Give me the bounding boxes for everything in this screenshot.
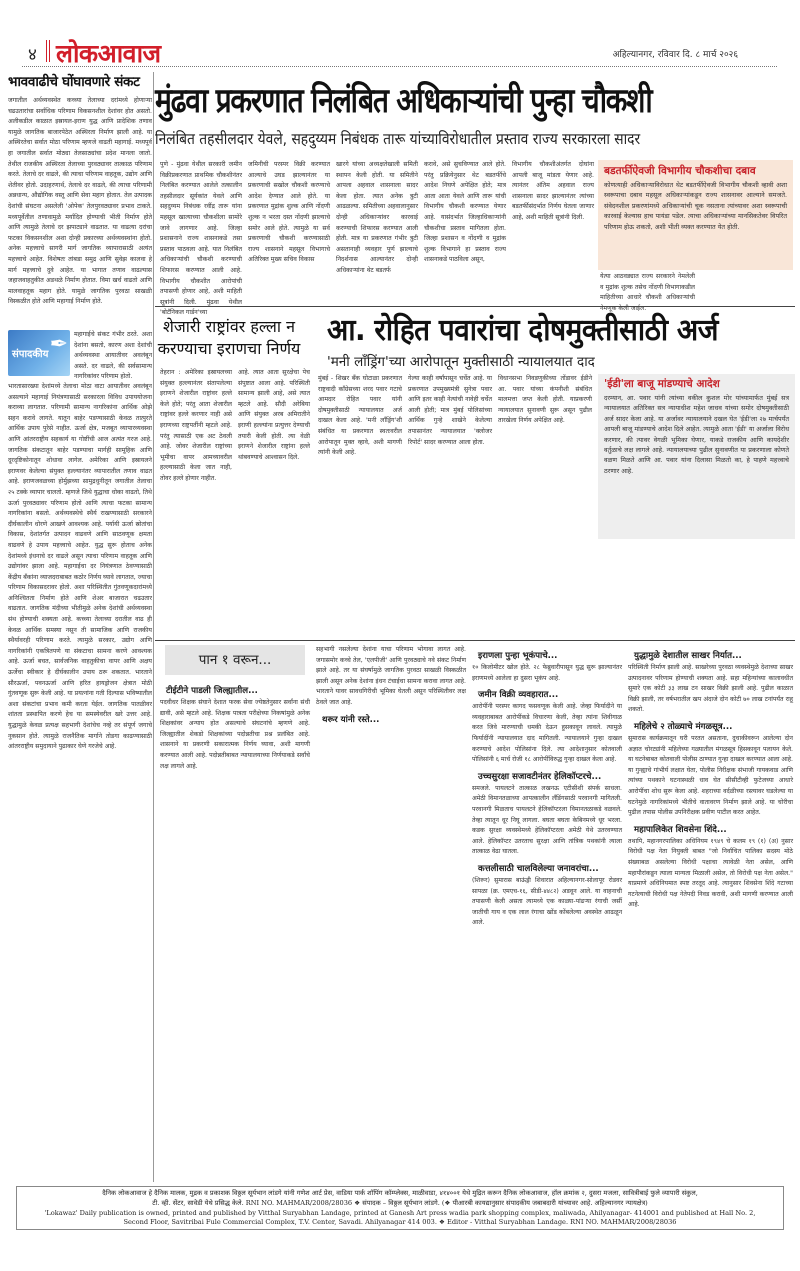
lead-column-1: पुणे - मुंढवा येथील सरकारी जमीन विक्रीप्रकरणात प्राथमिक चौकशीनंतर निलंबित करण्यात आलेले तत्कालीन तहसीलदार सूर्यकांत येवले आणि सहदुय्यम निबंधक रवींद्र तारू यांना महसूल खात्याच्या चौकशीला सामोरे जावे लागणार आहे. जिल्हा प्रशासनाने राज्य शासनाकडे तसा प्रस्ताव पाठवला आहे. यात निलंबित अधिकाऱ्यांची चौकशी करण्याची शिफारस करण्यात आली आहे. विभागीय चौकशीत आरोपांची तपासणी होणार आहे, अशी माहिती सूत्रांनी दिली. मुंढवा येथील 'बोटॅनिकल गार्डन'च्या [160,161,242,317]
iran-column-1: तेहरान : अमेरिका इस्रायलच्या संयुक्त हल्ल्यानंतर संतापलेल्या इराणने शेजारील राष्ट्रांवर हल्ले केले होते; परंतु आता शेजारील राष्ट्रांवर हल्ले करणार नाही असे इराणच्या राष्ट्रपतींनी म्हटले आहे. परंतु त्यासाठी एक अट ठेवली आहे. जोवर शेजारील राष्ट्रांच्या भूमीचा वापर आमच्यावरील हल्ल्यासाठी केला जात नाही, तोवर हल्ले होणार नाहीत. [160,369,232,482]
story-title: इराणला पुन्हा भूकंपाचे... [478,651,558,661]
lead-column-4: करावे, असे सुचविण्यात आले होते. परंतु प्रक्रियेनुसार थेट बडतर्फीचे आदेश निघणे अपेक्षित होते; मात्र आता आता येवले आणि तारू यांची विभागीय चौकशी करण्यात येणार आहे. यासंदर्भात जिल्हाधिकाऱ्यांनी चौकशीचा प्रस्ताव मागितला होता. जिल्हा प्रशासन व नोंदणी व मुद्रांक शुल्क विभागाने हा प्रस्ताव राज्य शासनाकडे पाठविला असून, [424,161,506,264]
lead-column-6: येत्या आठवड्यात राज्य सरकारने नेमलेली व मुद्रांक शुल्क तसेच नोंदणी विभागाकडील माहितीच्या आधारे चौकशी अधिकाऱ्यांची नेमणूक केली जाईल. [600,273,695,312]
brand-logo: लोकआवाज [56,39,161,68]
editorial-body: जगातील अर्थव्यवस्थेत कच्च्या तेलाच्या दरांमध्ये होणाऱ्या चढउतारांचा सर्वाधिक परिणाम विकसनशील देशांवर होत असतो. अलीकडील काळात इस्रायल-इराण युद्ध आणि प्रादेशिक तणाव यामुळे जागतिक बाजारपेठेत अस्थिरता निर्माण झाली आहे. या अस्थिरतेचा सर्वात मोठा परिणाम म्हणजे वाढती महागाई. मध्यपूर्व हा जगातील सर्वात मोठ्या तेलसाठ्यांचा प्रदेश मानला जातो. तेथील राजकीय अस्थिरता तेलाच्या पुरवठ्यावर तात्काळ परिणाम करते. तेलाचे दर वाढले, की त्याचा परिणाम वाहतूक, उद्योग आणि शेतीवर होतो. उदाहरणार्थ, तेलाचे दर वाढले, की त्याचा परिणामी अन्नधान्य, औद्योगिक वस्तू आणि सेवा महाग होतात. तेल उत्पादक देशांची संघटना असलेली 'ओपेक' तेलपुरवठ्यावर प्रभाव टाकते. मध्यपूर्वेतील तणावामुळे मर्यादित होण्याची भीती निर्माण होते आणि त्यामुळे तेलाचे दर झपाट्याने वाढतात. या वाढत्या दरांचा फटका विकसनशील अशा दोन्ही प्रकारच्या अर्थव्यवस्थांना होतो. अनेक महत्त्वाचे सागरी मार्ग जागतिक व्यापारासाठी अत्यंत महत्त्वाचे आहेत. विशेषतः तांबडा समुद्र आणि सुवेझ कालवा हे मार्ग महत्त्वाचे दुवे आहेत. या भागात तणाव वाढल्यास जहाजवाहतुकीत अडथळे निर्माण होतात. विमा खर्च वाढतो आणि मालवाहतूक महाग होते. यामुळे जागतिक पुरवठा साखळी विस्कळीत होते आणि महागाई निर्माण होते. [8,97,152,306]
continued-column-3 [472,645,622,1180]
story-title: जमीन विक्री व्यवहारात... [478,690,559,701]
story-title: महिलेचे २ तोळ्याचे मंगळसूत्र... [634,721,733,732]
rohit-column-3: विधानसभा निवडणुकीच्या तोंडावर ईडीने आ. पवार यांच्या कंपनीशी संबंधित मालमत्ता जप्त केली होती. याप्रकरणी न्यायालयात सुनावणी सुरू असून पुढील तारखेला निर्णय अपेक्षित आहे. [498,375,592,425]
imprint-english-line-1: 'Lokawaz' Daily publication is owned, printed and published by Vitthal Suryabhan Landage, printed at Ganesh Art press wadia park shopping complex, maliwada, Ahilyanagar- 414001 and published at Hall No. 2, [44,1208,756,1217]
story-title: उच्चसुरक्षा सजावटीनंतर हेलिकॉप्टरचे... [478,771,602,782]
rohit-column-1: मुंबई - शिखर बँक घोटाळा प्रकरणात राष्ट्रवादी काँग्रेसच्या शरद पवार गटाचे आमदार रोहित पवार यांनी दोषमुक्तीसाठी न्यायालयात अर्ज दाखल केला आहे. 'मनी लाँड्रिंग'शी संबंधित या प्रकरणात स्वतःवरील आरोपातून मुक्त व्हावे, अशी मागणी त्यांनी केली आहे. [318,375,402,457]
story-title: थरूर यांनी रस्ते... [322,714,380,725]
story-body: सुमारास कार्यक्रमातून घरी परतत असताना, दुचाकीवरून आलेल्या दोन अज्ञात चोरट्यांनी महिलेच्या गळ्यातील मंगळसूत्र हिसकावून पलायन केले. या घटनेबाबत कोतवाली पोलीस ठाण्यात गुन्हा दाखल करण्यात आला आहे. या गुन्ह्याचे गांभीर्य लक्षात घेता, पोलीस निरीक्षक संभाजी गायकवाड आणि त्यांच्या पथकाने घटनास्थळी धाव घेत सीसीटीव्ही फुटेजच्या आधारे आरोपींचा शोध सुरू केला आहे. शहराच्या वर्दळीच्या रस्त्यावर घडलेल्या या घटनेमुळे नागरिकांमध्ये भीतीचे वातावरण निर्माण झाले आहे. या चोरीचा पुढील तपास पोलीस उपनिरीक्षक प्रवीण पाटील करत आहेत. [628,734,793,817]
story-body: (शिरूर) सुमारास बाऊंड्री शिवारात अहिल्यानगर-सोलापूर रोडवर सापळा (क्र. एमएच-१६, सीडी-४४८२) अडवून आले. या वाहनाची तपासणी केली असता त्यामध्ये एक काळ्या-पांढऱ्या रंगाची जर्सी जातीची गाय व एक लाल रंगाचा खोंड कोंबलेल्या अवस्थेत आढळून आले. [472,876,622,927]
iran-headline: शेजारी राष्ट्रांवर हल्ला न करण्याचा इराणचा निर्णय [157,317,301,358]
editorial-body-continued: भारतासारख्या देशांमध्ये तेलाचा मोठा वाटा आयातीवर अवलंबून असल्याने महागाई नियंत्रणासाठी सरकारला विविध उपाययोजना कराव्या लागतात. परिणामी सामान्य नागरिकांना आर्थिक ओझे सहन करावे लागते. यातून बाहेर पडण्यासाठी केवळ तात्पुरते आर्थिक उपाय पुरेसे नाहीत. ऊर्जा क्षेत्र, मजबूत व्यापारव्यवस्था आणि आंतरराष्ट्रीय सहकार्य या गोष्टींची आज अत्यंत गरज आहे. जागतिक संकटातून बाहेर पडण्याचा मार्गही सामूहिक आणि दूरदृष्टिकोनातून शोधावा लागेल. अमेरिका आणि इस्रायलने इराणवर केलेल्या संयुक्त हल्ल्यानंतर व्यापारातील तणाव वाढत आहे. इराणजवळच्या होर्मुझच्या सामुद्रधुनीतून जगातील तेलाचा २५ टक्के व्यापार चालतो. म्हणजे जिथे युद्धाचा धोका वाढतो, तिथे ऊर्जा पुरवठ्यावर परिणाम होतो आणि त्याचा फटका सामान्य नागरिकांना बसतो. अर्थव्यवस्थेचे स्थैर्य राखण्यासाठी सरकारने दीर्घकालीन धोरणे आखणे आवश्यक आहे. पर्यायी ऊर्जा स्रोतांचा विकास, देशांतर्गत उत्पादन वाढवणे आणि साठवणूक क्षमता वाढवणे हे उपाय महत्त्वाचे आहेत. युद्ध सुरू होताच अनेक देशांमध्ये इंधनाचे दर वाढले असून त्याचा परिणाम वाहतूक आणि उद्योगांवर झाला आहे. महागाईचा दर नियंत्रणात ठेवण्यासाठी केंद्रीय बँकांना व्याजदराबाबत कठोर निर्णय घ्यावे लागतात, ज्याचा परिणाम विकासदरावर होतो. अशा परिस्थितीत गुंतवणूकदारांमध्ये अनिश्चितता निर्माण होते आणि शेअर बाजारात चढउतार वाढतात. जागतिक मंदीच्या भीतीमुळे अनेक देशांची अर्थव्यवस्था संथ होण्याची शक्यता आहे. कच्च्या तेलाच्या दरातील वाढ ही केवळ आर्थिक समस्या नसून ती सामाजिक आणि राजकीय स्थैर्यावरही परिणाम करते. त्यामुळे सरकार, उद्योग आणि नागरिकांनी एकत्रितपणे या संकटाचा सामना करणे आवश्यक आहे. ऊर्जा बचत, सार्वजनिक वाहतुकीचा वापर आणि अक्षय ऊर्जेचा स्वीकार हे दीर्घकालीन उपाय ठरू शकतात. भारताने सौरऊर्जा, पवनऊर्जा आणि हरित हायड्रोजन क्षेत्रात मोठी गुंतवणूक सुरू केली आहे. या प्रयत्नांना गती दिल्यास भविष्यातील अशा संकटांचा प्रभाव कमी करता येईल. जागतिक पातळीवर शांतता प्रस्थापित करणे हेच या समस्येवरील खरे उत्तर आहे. युद्धामुळे केवळ प्रत्यक्ष सहभागी देशांचेच नव्हे तर संपूर्ण जगाचे नुकसान होते. त्यामुळे राजनैतिक मार्गाने तोडगा काढण्यासाठी आंतरराष्ट्रीय समुदायाने पुढाकार घेणे गरजेचे आहे. [8,383,152,751]
page-number: ४ [28,45,37,65]
lead-highlight-box [598,160,793,270]
section-rule [155,306,795,307]
top-rule [22,66,777,67]
continued-label: पान १ वरून... [198,652,272,668]
story-body: तथापि, महानगरपालिका अधिनियम १९४९ चे कलम १९ (१) (अ) नुसार विरोधी पक्ष नेता नियुक्ती बाबत "जो निर्वाचित पालिका सदस्य मोठे संख्याबळ असलेल्या विरोधी पक्षाचा त्यावेळी नेता असेल, आणि महापौरांकडून त्याला मान्यता मिळाली असेल, तो विरोधी पक्ष नेता असेल." याप्रमाणे अधिनियमात स्पष्ट तरतूद आहे. त्यानुसार शिवसेना शिंदे गटाच्या गटनेत्याची विरोधी पक्ष नेतेपदी निवड करावी, अशी मागणी करण्यात आली आहे. [628,837,793,909]
editorial-body-side: महागाईचे संकट गंभीर ठरते. अशा देशांना बसतो, कारण अशा देशांची अर्थव्यवस्था आयातीवर अवलंबून असते. दर वाढले, की सर्वसामान्य नागरिकांवर परिणाम होतो. [74,331,152,381]
lead-subhead: निलंबित तहसीलदार येवले, सहदुय्यम निबंधक तारू यांच्याविरोधातील प्रस्ताव राज्य सरकारला सादर [155,130,641,148]
editorial-column [8,72,152,344]
imprint-marathi-line-2: टी. व्ही. सेंटर, सावेडी येथे प्रसिद्ध केले. RNI NO. MAHMAR/2008/28036 ❖ संपादक – विठ्ठल सूर्यभान लांडगे. (❖ पीआरबी कायद्यानुसार संपादकीय जबाबदारी यांच्यावर आहे. अहिल्यानगर न्यायक्षेत्र) [152,1198,648,1207]
story-body: पदवीधर शिक्षक संघाने देशात फरक सेवा ज्येष्ठतेनुसार सर्वांना संधी द्यावी, असे म्हटले आहे. शिक्षक पात्रता परीक्षेच्या निकषांमुळे अनेक शिक्षकांवर अन्याय होत असल्याचे संघटनांचे म्हणणे आहे. जिल्ह्यातील शेकडो शिक्षकांच्या पदोन्नतीचा प्रश्न प्रलंबित आहे. शासनाने या प्रकरणी सकारात्मक निर्णय घ्यावा, अशी मागणी करण्यात आली आहे. पदोन्नतीबाबत न्यायालयाच्या निर्णयाकडे सर्वांचे लक्ष लागले आहे. [160,699,310,770]
rohit-highlight-box [598,374,795,539]
masthead-divider [46,40,50,62]
editorial-title: भाववाढीचे घोंघावणारे संकट [8,74,140,90]
continued-column-2 [316,645,466,1180]
lead-box-title: बडतर्फीऐवजी विभागीय चौकशीचा दबाव [604,165,756,177]
story-title: युद्धामुळे देशातील साखर निर्यात... [634,651,742,661]
rohit-box-body: दरम्यान, आ. पवार यांनी त्यांच्या वकील कुशल मोर यांच्यामार्फत मुंबई सत्र न्यायालयात अतिरिक्त सत्र न्यायाधीश महेश जाधव यांच्या समोर दोषमुक्तीसाठी अर्ज सादर केला आहे. या अर्जावर न्यायालयाने दखल घेत 'ईडी'ला २७ मार्चपर्यंत आपली बाजू मांडण्याचे आदेश दिले आहेत. त्यामुळे आता 'ईडी' या अर्जाला विरोध करणार, की त्यावर वेगळी भूमिका घेणार, याकडे राजकीय आणि कायदेशीर वर्तुळाचे लक्ष लागले आहे. न्यायालयाच्या पुढील सुनावणीत या प्रकरणाला कोणते वळण मिळते आणि आ. पवार यांना दिलासा मिळतो का, हे पाहणे महत्त्वाचे ठरणार आहे. [604,394,789,475]
continued-column-1 [160,680,310,1180]
imprint-english-line-2: Second Floor, Savitribai Fule Commercial Complex, T.V. Center, Savadi. Ahilyanagar 414 003. ❖ Editor - Vitthal Suryabhan Landage. RNI NO. MAHMAR/2008/28036 [123,1218,677,1227]
section-rule-lower [155,640,795,641]
masthead [20,38,780,68]
editorial-badge-label: संपादकीय [12,349,49,360]
imprint-marathi-line-1: दैनिक लोकआवाज हे दैनिक मालक, मुद्रक व प्रकाशक विठ्ठल सूर्यभान लांडगे यांनी गणेश आर्ट प्रेस, वाडिया पार्क शॉपिंग कॉम्प्लेक्स, माळीवाडा, ४१४००१ येथे मुद्रित करून दैनिक लोकआवाज, हॉल क्रमांक २, दुसरा मजला, सावित्रीबाई फुले व्यापारी संकुल, [102,1189,698,1197]
rohit-headline: आ. रोहित पवारांचा दोषमुक्तीसाठी अर्ज [327,313,718,348]
story-body: १० किलोमीटर खोल होते. २८ फेब्रुवारीपासून युद्ध सुरू झाल्यानंतर इराणमध्ये आलेला हा दुसरा भूकंप आहे. [472,664,622,682]
story-body: आरोपींनी परस्पर कागद फसवणूक केली आहे. जेव्हा फिर्यादीने या व्यवहाराबाबत आरोपींकडे विचारणा केली, तेव्हा त्यांना शिवीगाळ करत जिवे मारण्याची धमकी देऊन हुसकावून लावले. त्यामुळे फिर्यादींनी न्यायालयात दाद मागितली. न्यायालयाने गुन्हा दाखल करण्याचे आदेश पोलिसांना दिले. त्या आदेशानुसार कोतवाली पोलिसांनी ६ मार्च रोजी १८ आरोपींविरुद्ध गुन्हा दाखल केला आहे. [472,703,622,764]
lead-column-5: विभागीय चौकशीअंतर्गत दोघांना आपली बाजू मांडता येणार आहे. त्यानंतर अंतिम अहवाल राज्य शासनाला सादर झाल्यानंतर त्यांच्या बडतर्फीसंदर्भात निर्णय घेतला जाणार आहे, अशी माहिती सूत्रांनी दिली. [512,161,594,221]
continued-column-4 [628,645,793,1180]
lead-headline: मुंढवा प्रकरणात निलंबित अधिकाऱ्यांची पुन्हा चौकशी [155,81,652,121]
continued-from-page-1-banner [165,645,305,675]
imprint-footer [16,1186,784,1230]
story-title: टीईटीने पाडली जिल्ह्यातील... [166,686,258,696]
rohit-column-2: गेल्या काही वर्षांपासून चर्चेत आहे. या प्रकरणात उपमुख्यमंत्री सुनेत्रा पवार आणि इतर काही नेत्यांची नावेही चर्चेत आली होती; मात्र मुंबई पोलिसांच्या आर्थिक गुन्हे शाखेने केलेल्या तपासानंतर न्यायालयात 'क्लोजर रिपोर्ट' सादर करण्यात आला होता. [408,375,492,446]
lead-box-body: कोणत्याही अधिकाऱ्याविरोधात थेट बडतर्फीऐवजी विभागीय चौकशी व्हावी अशा स्वरूपाचा दबाव महसूल अधिकाऱ्यांकडून राज्य शासनावर आल्याने समजते. संवेदनशील प्रकरणांमध्ये अधिकाऱ्यांची चूक नसताना त्यांच्यावर अशा स्वरूपाची कारवाई केल्यास हाच पायंडा पडेल. त्याचा अधिकाऱ्यांच्या मानसिकतेवर विपरित परिणाम होऊ शकतो, अशी भीती व्यक्त करण्यात येत होती. [604,181,787,231]
column-divider [153,72,154,1182]
editorial-badge [8,330,70,376]
lead-column-3: खारगे यांच्या अध्यक्षतेखाली समिती स्थापन केली होती. या समितीने आपला अहवाल शासनाला सादर केला होता. त्यात अनेक त्रुटी आढळल्या. समितीच्या अहवालानुसार दोन्ही अधिकाऱ्यांवर कारवाई करण्याची शिफारस करण्यात आली होती. मात्र या प्रकरणात गंभीर त्रुटी असतानाही व्यवहार पूर्ण झाल्याचे निदर्शनास आल्यानंतर दोन्ही अधिकाऱ्यांना थेट बडतर्फ [336,161,418,274]
story-body: परिस्थिती निर्माण झाली आहे. साखरेच्या पुरवठा व्यवस्थेमुळे देशाच्या साखर उत्पादनावर परिणाम होण्याची शक्यता आहे. सहा महिन्यांच्या कालावधीत सुमारे एक कोटी ३३ लाख टन साखर विक्री झाली आहे. पुढील काळात विक्री झाली, तर वर्षभरातील खप अंदाजे दोन कोटी ७० लाख टनांपर्यंत राहू शकतो. [628,664,793,714]
quill-pen-icon: ✒ [49,332,68,357]
rohit-subhead: 'मनी लाँड्रिंग'च्या आरोपातून मुक्तीसाठी न्यायालयात दाद [327,354,595,370]
story-title: महापालिकेत शिवसेना शिंदे... [634,824,727,835]
story-title: कत्तलीसाठी चालविलेल्या जनावरांचा... [478,863,599,874]
story-body: सहभागी नसलेल्या देशांना याचा परिणाम भोगावा लागत आहे. जगासमोर कच्चे तेल, 'एलपीजी' आणि पुरवठ्याचे नवे संकट निर्माण झाले आहे. तर या संघर्षामुळे जागतिक पुरवठा साखळी विस्कळीत झाली असून अनेक देशांना इंधन टंचाईचा सामना करावा लागत आहे. भारताने यावर सावधगिरीची भूमिका घेतली असून परिस्थितीवर लक्ष ठेवले जात आहे. [316,646,466,706]
story-body: समजले. पायलटने तात्काळ लखनऊ एटीसीशी संपर्क साधला. अमेठी विमानतळाच्या आपत्कालीन लँडिंगसाठी परवानगी मागितली. परवानगी मिळताच पायलटने हेलिकॉप्टरला विमानतळाकडे वळवले. तेव्हा त्यातून धूर निघू लागला. बघता बघता केबिनमध्ये धूर भरला. कडक सुरक्षा व्यवस्थेमध्ये हेलिकॉप्टरला अमेठी येथे उतरवण्यात आले. हेलिकॉप्टर उतरताच सुरक्षा आणि तांत्रिक पथकांनी त्याला तात्काळ वेढा घातला. [472,784,622,856]
rohit-box-title: 'ईडी'ला बाजू मांडण्याचे आदेश [604,378,720,390]
lead-column-2: जमिनीची परस्पर विक्री करण्यात आल्याचे उघड झाल्यानंतर या प्रकरणाची सखोल चौकशी करण्याचे आदेश देण्यात आले होते. या प्रकरणात मुद्रांक शुल्क आणि नोंदणी शुल्क न भरता दस्त नोंदणी झाल्याचे समोर आले होते. त्यामुळे या सर्व प्रकरणाची चौकशी करण्यासाठी राज्य शासनाने महसूल विभागाचे अतिरिक्त मुख्य सचिव विकास [248,161,330,264]
dateline: अहिल्यानगर, रविवार दि. ८ मार्च २०२६ [612,50,738,60]
iran-column-2: आहे. त्यात आता सुरक्षेचा पेच संपुष्टात आला आहे. परिस्थिती सामान्य झाली आहे, असे त्यात म्हटले आहे. सौदी अरेबिया आणि संयुक्त अरब अमिरातीने इराणी हल्ल्यांना प्रत्युत्तर देण्याची तयारी केली होती. त्या वेळी इराणने शेजारील राष्ट्रांना हल्ले थांबवण्याचे आश्वासन दिले. [238,369,310,461]
